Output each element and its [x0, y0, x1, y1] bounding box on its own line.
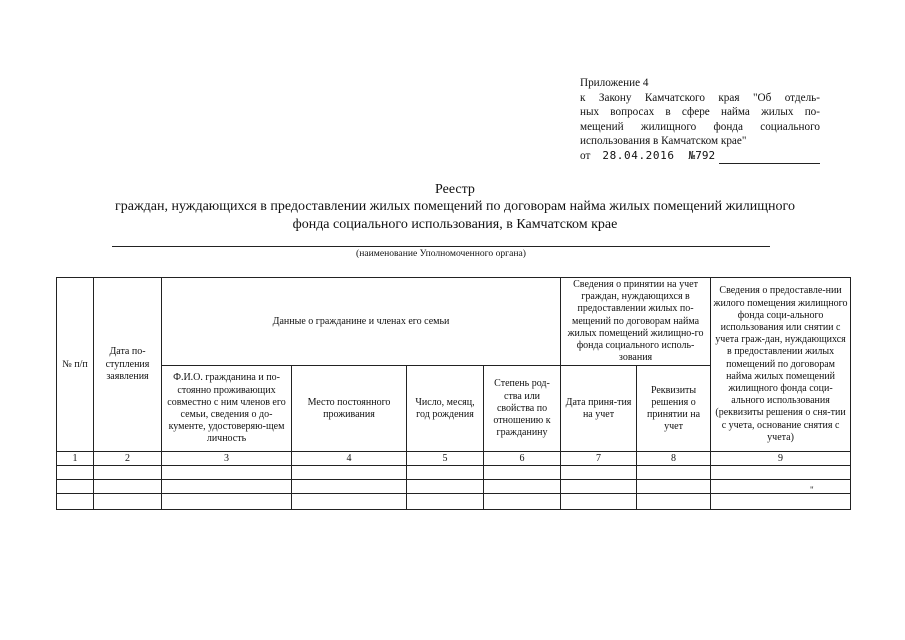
appendix-line-1: Приложение 4 [580, 77, 649, 89]
header-birth-date: Число, месяц, год рождения [407, 366, 484, 452]
appendix-line-4: мещений жилищного фонда социального [580, 120, 820, 133]
column-number: 9 [711, 452, 851, 466]
table-cell [162, 480, 292, 494]
column-number: 6 [484, 452, 561, 466]
table-cell [711, 466, 851, 480]
table-cell [292, 494, 407, 510]
column-number: 3 [162, 452, 292, 466]
table-cell [57, 494, 94, 510]
column-numbers-row [57, 452, 851, 466]
header-full-name: Ф.И.О. гражданина и по-стоянно проживающих совместно с ним членов его семьи, сведения о до-кументе, удостоверяю-щем личность [162, 366, 292, 452]
table-cell [94, 494, 162, 510]
table-row [57, 466, 851, 480]
table-cell [407, 494, 484, 510]
org-name-line [112, 246, 770, 247]
table-cell [94, 480, 162, 494]
table-cell [162, 466, 292, 480]
document-title: Реестр [435, 182, 475, 197]
registry-table [56, 277, 851, 510]
appendix-line-3: ных вопросах в сфере найма жилых по- [580, 106, 820, 119]
header-decision-details: Реквизиты решения о принятии на учет [637, 366, 711, 452]
table-row [57, 480, 851, 494]
table-cell [711, 480, 851, 494]
date-underline [719, 152, 820, 164]
table-cell [94, 466, 162, 480]
column-number: 5 [407, 452, 484, 466]
column-number: 8 [637, 452, 711, 466]
table-cell [162, 494, 292, 510]
closing-quote: " [810, 485, 814, 495]
appendix-line-2: к Закону Камчатского края "Об отдель- [580, 91, 820, 104]
table-cell [637, 494, 711, 510]
table-cell [484, 480, 561, 494]
appendix-line-5: использования в Камчатском крае" [580, 135, 747, 148]
table-cell [637, 480, 711, 494]
table-cell [407, 480, 484, 494]
document-subtitle-line-2: фонда социального использования, в Камчатском крае [292, 217, 618, 232]
table-cell [57, 466, 94, 480]
column-number: 1 [57, 452, 94, 466]
column-number: 2 [94, 452, 162, 466]
table-cell [292, 480, 407, 494]
table-row [57, 494, 851, 510]
appendix-date-line [580, 149, 820, 164]
header-registration-info: Сведения о принятии на учет граждан, нуждающихся в предоставлении жилых по-мещений по договорам найма жилых помещений жилищно-го фонда социального исполь-зования [561, 278, 711, 366]
header-relationship: Степень род-ства или свойства по отношению к гражданину [484, 366, 561, 452]
table-cell [407, 466, 484, 480]
table-cell [711, 494, 851, 510]
table-cell [637, 466, 711, 480]
law-date: 28.04.2016 [602, 148, 675, 162]
table-cell [561, 480, 637, 494]
header-application-date: Дата по-ступления заявления [94, 278, 162, 452]
table-cell [561, 494, 637, 510]
table-cell [484, 494, 561, 510]
date-prefix: от [580, 149, 591, 162]
header-residence: Место постоянного проживания [292, 366, 407, 452]
document-subtitle-line-1: граждан, нуждающихся в предоставлении жилых помещений по договорам найма жилых помещений жилищного [115, 199, 795, 214]
header-provision-info: Сведения о предоставле-нии жилого помещения жилищного фонда соци-ального использования или снятии с учета граж-дан, нуждающихся в предоставлении жилых помещений по договорам найма жилых помещений жилищного фонда соци-ального использования (реквизиты решения о сня-тии с учета, основание снятия с учета) [711, 278, 851, 452]
table-cell [484, 466, 561, 480]
column-number: 4 [292, 452, 407, 466]
header-registration-date: Дата приня-тия на учет [561, 366, 637, 452]
column-number: 7 [561, 452, 637, 466]
header-number: № п/п [57, 278, 94, 452]
table-cell [57, 480, 94, 494]
org-name-caption: (наименование Уполномоченного органа) [356, 248, 526, 259]
table-cell [292, 466, 407, 480]
appendix-header [580, 76, 820, 164]
law-number: №792 [688, 148, 716, 162]
header-citizen-data: Данные о гражданине и членах его семьи [162, 278, 561, 366]
table-cell [561, 466, 637, 480]
